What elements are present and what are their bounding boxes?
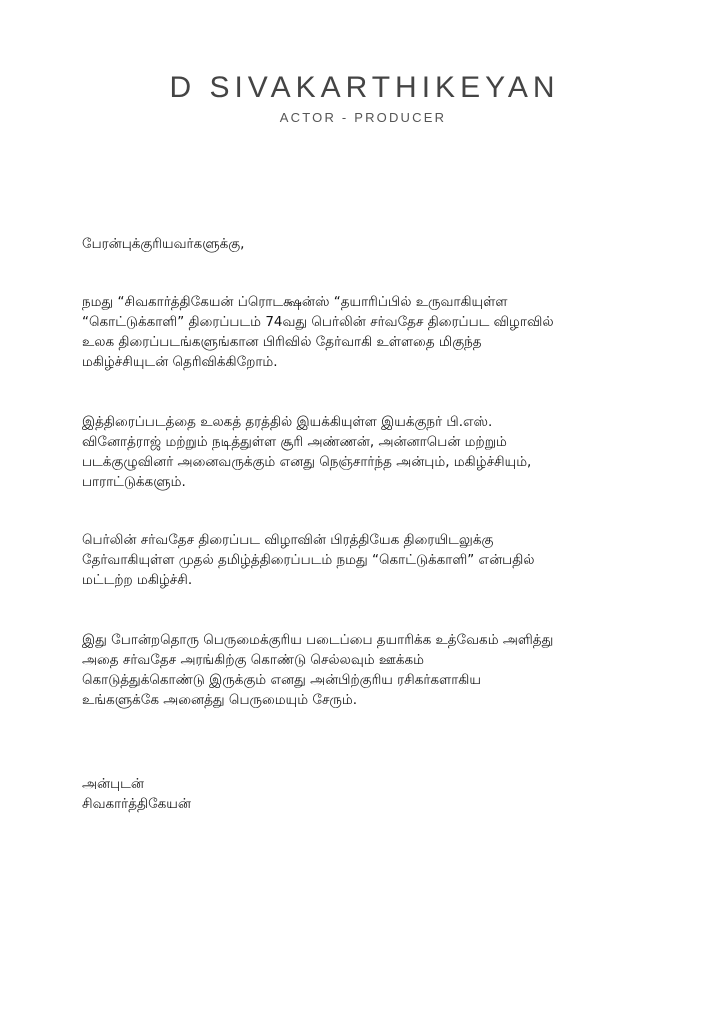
- paragraph-line: நமது “சிவகார்த்திகேயன் ப்ரொடக்ஷன்ஸ் “தயாரிப்பில் உருவாகியுள்ள: [82, 294, 508, 310]
- letter-paragraph-2: [82, 412, 682, 492]
- letter-paragraph-1: [82, 292, 682, 372]
- paragraph-line: மட்டற்ற மகிழ்ச்சி.: [82, 572, 193, 588]
- letterhead-role: ACTOR - PRODUCER: [279, 110, 447, 125]
- closing-phrase: அன்புடன்: [82, 776, 144, 792]
- paragraph-line: மகிழ்ச்சியுடன் தெரிவிக்கிறோம்.: [82, 354, 278, 370]
- paragraph-line: படக்குழுவினர் அனைவருக்கும் எனது நெஞ்சார்ந்த அன்பும், மகிழ்ச்சியும்,: [82, 454, 532, 470]
- paragraph-line: அதை சர்வதேச அரங்கிற்கு கொண்டு செல்லவும் ஊக்கம்: [82, 652, 425, 668]
- letter-paragraph-4: [82, 630, 682, 710]
- paragraph-line: வினோத்ராஜ் மற்றும் நடித்துள்ள சூரி அண்ணன், அன்னாபென் மற்றும்: [82, 434, 507, 450]
- letter-paragraph-3: [82, 530, 682, 590]
- paragraph-line: கொடுத்துக்கொண்டு இருக்கும் எனது அன்பிற்குரிய ரசிகர்களாகிய: [82, 672, 481, 688]
- paragraph-line: உங்களுக்கே அனைத்து பெருமையும் சேரும்.: [82, 692, 358, 708]
- paragraph-line: இத்திரைப்படத்தை உலகத் தரத்தில் இயக்கியுள்ள இயக்குநர் பி.எஸ்.: [82, 414, 493, 430]
- letterhead: [0, 68, 724, 126]
- letter-closing-block: [82, 774, 682, 814]
- paragraph-line: பெர்லின் சர்வதேச திரைப்பட விழாவின் பிரத்தியேக திரையிடலுக்கு: [82, 532, 494, 548]
- paragraph-line: “கொட்டுக்காளி” திரைப்படம் 74வது பெர்லின் சர்வதேச திரைப்பட விழாவில்: [82, 314, 554, 330]
- paragraph-line: இது போன்றதொரு பெருமைக்குரிய படைப்பை தயாரிக்க உத்வேகம் அளித்து: [82, 632, 554, 648]
- paragraph-line: தேர்வாகியுள்ள முதல் தமிழ்த்திரைப்படம் நமது “கொட்டுக்காளி” என்பதில்: [82, 552, 535, 568]
- paragraph-line: பாராட்டுக்களும்.: [82, 474, 186, 490]
- letterhead-name: D SIVAKARTHIKEYAN: [169, 71, 560, 104]
- letter-salutation: பேரன்புக்குரியவர்களுக்கு,: [82, 236, 245, 252]
- paragraph-line: உலக திரைப்படங்களுங்கான பிரிவில் தேர்வாகி உள்ளதை மிகுந்த: [82, 334, 482, 350]
- signature: சிவகார்த்திகேயன்: [82, 796, 191, 812]
